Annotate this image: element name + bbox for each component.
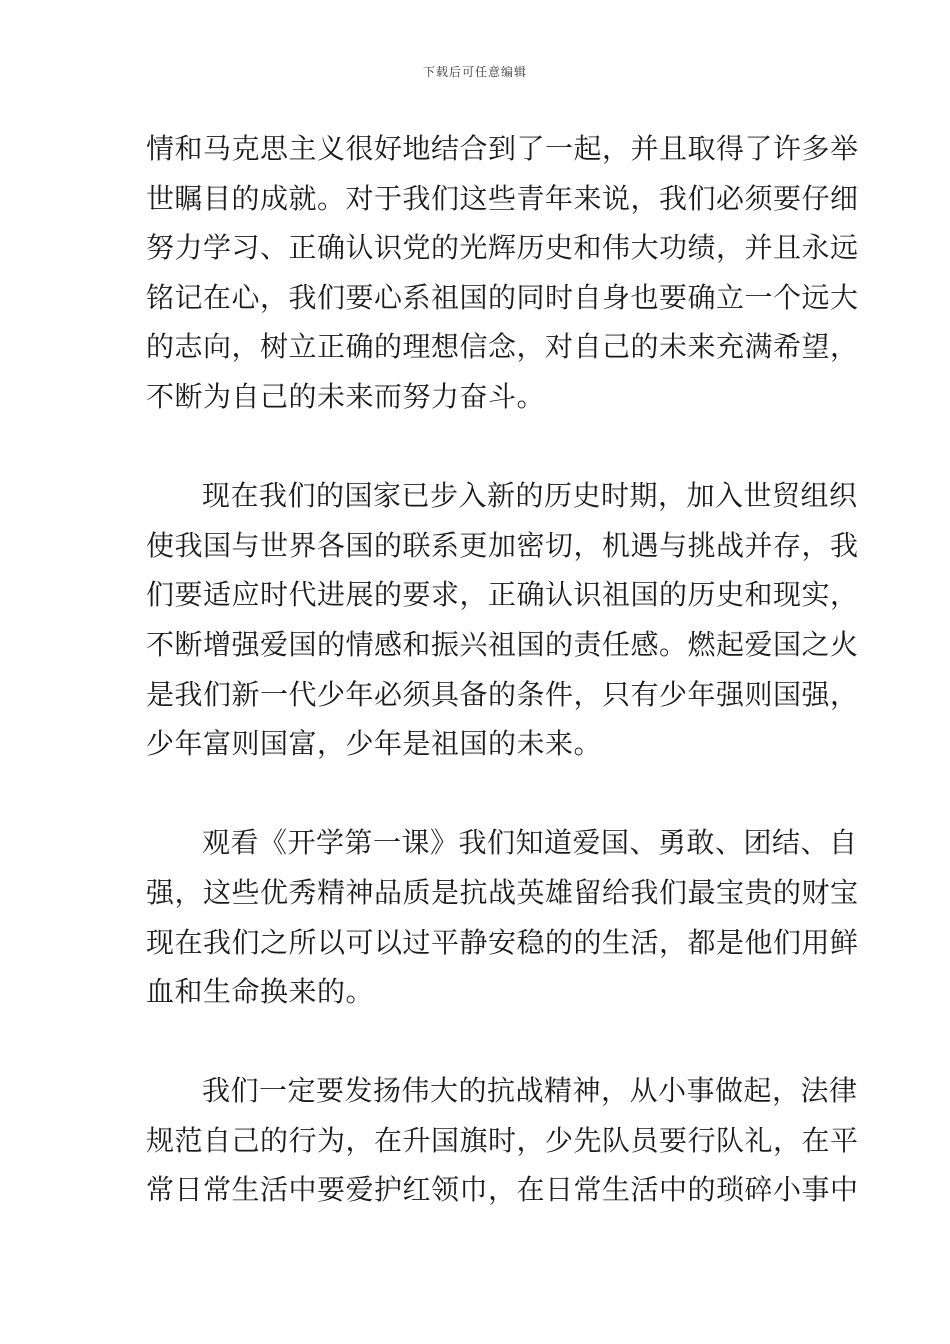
text-line: 血和生命换来的。 <box>146 975 375 1009</box>
text-line: 使我国与世界各国的联系更加密切，机遇与挑战并存，我 <box>146 528 859 562</box>
text-line: 努力学习、正确认识党的光辉历史和伟大功绩，并且永远 <box>146 231 859 265</box>
document-body <box>146 124 859 1215</box>
text-line: 不断增强爱国的情感和振兴祖国的责任感。燃起爱国之火 <box>146 627 859 661</box>
text-line: 的志向，树立正确的理想信念，对自己的未来充满希望， <box>146 330 859 364</box>
text-line: 世瞩目的成就。对于我们这些青年来说，我们必须要仔细 <box>146 181 859 215</box>
text-line: 是我们新一代少年必须具备的条件，只有少年强则国强， <box>146 677 859 711</box>
text-line: 现在我们的国家已步入新的历史时期，加入世贸组织 <box>202 479 858 513</box>
paragraph-3 <box>146 818 859 1016</box>
paragraph-4 <box>146 1066 859 1215</box>
text-line: 少年富则国富，少年是祖国的未来。 <box>146 727 603 761</box>
text-line: 强，这些优秀精神品质是抗战英雄留给我们最宝贵的财宝 <box>146 875 859 909</box>
text-line: 铭记在心，我们要心系祖国的同时自身也要确立一个远大 <box>146 280 859 314</box>
paragraph-1 <box>146 124 859 422</box>
text-line: 规范自己的行为，在升国旗时，少先队员要行队礼，在平 <box>146 1123 859 1157</box>
text-line: 我们一定要发扬伟大的抗战精神，从小事做起，法律 <box>202 1074 858 1108</box>
text-line: 情和马克思主义很好地结合到了一起，并且取得了许多举 <box>146 132 859 165</box>
text-line: 常日常生活中要爱护红领巾，在日常生活中的琐碎小事中 <box>146 1173 859 1207</box>
text-line: 们要适应时代进展的要求，正确认识祖国的历史和现实， <box>146 578 859 612</box>
text-line: 不断为自己的未来而努力奋斗。 <box>146 379 546 413</box>
text-line: 观看《开学第一课》我们知道爱国、勇敢、团结、自 <box>202 826 858 860</box>
paragraph-2 <box>146 471 859 769</box>
header-note: 下载后可任意编辑 <box>422 65 527 79</box>
text-line: 现在我们之所以可以过平静安稳的的生活，都是他们用鲜 <box>146 925 859 959</box>
